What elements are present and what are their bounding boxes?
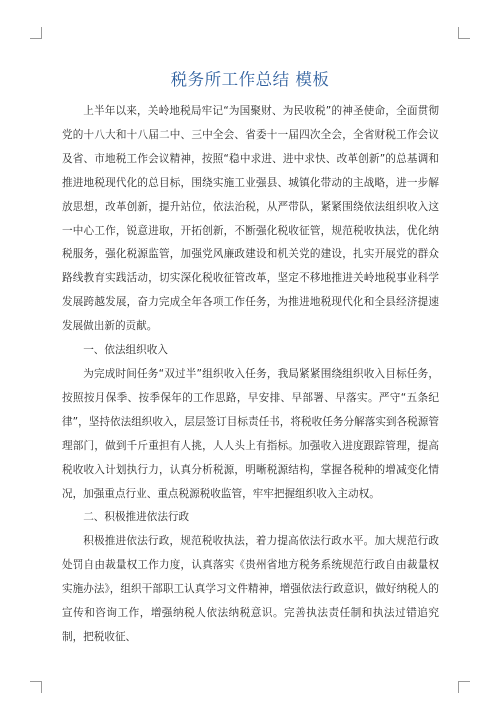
section-1-paragraph: 为完成时间任务“双过半”组织收入任务，我局紧紧围绕组织收入目标任务，按照按月保季、按季保年的工作思路，早安排、早部署、早落实。严守“五条纪律”，坚持依法组织收入，层层签订目标责任书，将税收任务分解落实到各税源管理部门，做到千斤重担有人挑，人人头上有指标。加强收入进度跟踪管理，提高税收收入计划执行力，认真分析税源，明晰税源结构，掌握各税种的增减变化情况，加强重点行业、重点税源税收监管，牢牢把握组织收入主动权。 [62, 367, 439, 500]
crop-mark-bottom-right [458, 681, 470, 693]
section-2-heading: 二、积极推进依法行政 [83, 511, 190, 524]
crop-mark-top-right [458, 27, 470, 39]
document-title: 税务所工作总结 模板 [170, 70, 330, 89]
crop-mark-bottom-left [30, 681, 42, 693]
section-1-heading: 一、依法组织收入 [83, 344, 168, 357]
intro-paragraph: 上半年以来，关岭地税局牢记“为国聚财、为民收税”的神圣使命，全面贯彻党的十八大和十八届二中、三中全会、省委十一届四次全会，全省财税工作会议及省、市地税工作会议精神，按照“稳中求进、进中求快、改革创新”的总基调和推进地税现代化的总目标，围绕实施工业强县、城镇化带动的主战略，进一步解放思想，改革创新，提升站位，依法治税，从严带队，紧紧围绕依法组织收入这一中心工作，锐意进取，开拓创新，不断强化税收征管，规范税收执法，优化纳税服务，强化税源监管，加强党风廉政建设和机关党的建设，扎实开展党的群众路线教育实践活动，切实深化税收征管改革，坚定不移地推进关岭地税事业科学发展跨越发展，奋力完成全年各项工作任务，为推进地税现代化和全县经济提速发展做出新的贡献。 [62, 105, 439, 333]
section-2-paragraph: 积极推进依法行政，规范税收执法，着力提高依法行政水平。加大规范行政处罚自由裁量权工作力度，认真落实《贵州省地方税务系统规范行政自由裁量权实施办法》，组织干部职工认真学习文件精神，增强依法行政意识，做好纳税人的宣传和咨询工作，增强纳税人依法纳税意识。完善执法责任制和执法过错追究制，把税收征、 [62, 535, 439, 643]
document-body [62, 100, 439, 650]
crop-mark-top-left [30, 27, 42, 39]
